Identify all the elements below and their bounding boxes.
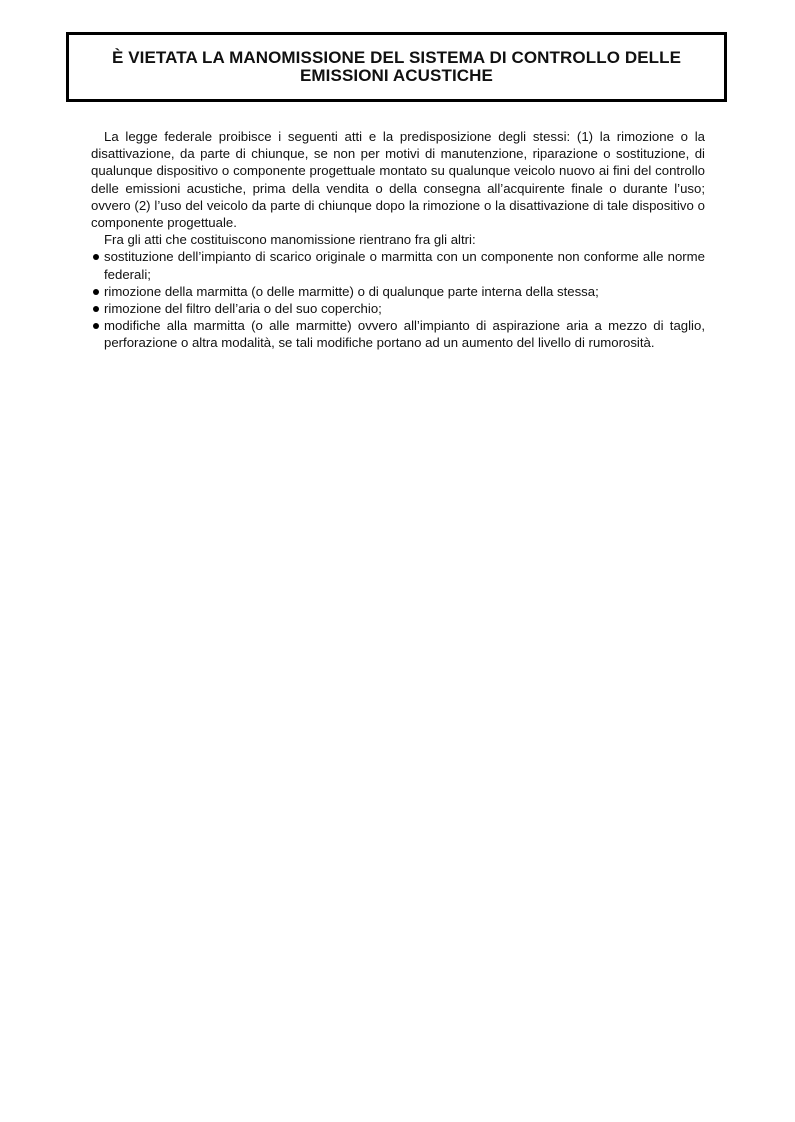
- list-item: [91, 317, 705, 351]
- page-title-line-1: È VIETATA LA MANOMISSIONE DEL SISTEMA DI CONTROLLO DELLE: [111, 48, 682, 67]
- page-title-line-2: EMISSIONI ACUSTICHE: [299, 66, 493, 85]
- list-item: [91, 283, 705, 300]
- list-item: [91, 300, 705, 317]
- title-box: [66, 32, 727, 102]
- tampering-list: [91, 248, 705, 351]
- list-item-text: rimozione della marmitta (o delle marmitte) o di qualunque parte interna della stessa;: [104, 283, 599, 299]
- list-item-text: modifiche alla marmitta (o alle marmitte) ovvero all’impianto di aspirazione aria a mezzo di taglio, perforazione o altra modalità, se tali modifiche portano ad un aumento del livello di rumorosità.: [104, 318, 705, 351]
- bullet-icon: [93, 289, 99, 295]
- list-item: [91, 248, 705, 282]
- list-intro-paragraph: Fra gli atti che costituiscono manomissione rientrano fra gli altri:: [104, 232, 476, 248]
- body-text: [91, 128, 705, 352]
- intro-paragraph: La legge federale proibisce i seguenti atti e la predisposizione degli stessi: (1) la rimozione o la disattivazione, da parte di chiunque, se non per motivi di manutenzione, riparazione o sostituzione, di qualunque dispositivo o componente progettuale montato su qualunque veicolo nuovo ai fini del controllo delle emissioni acustiche, prima della vendita o della consegna all’acquirente finale o durante l’uso; ovvero (2) l’uso del veicolo da parte di chiunque dopo la rimozione o la disattivazione di tale dispositivo o componente progettuale.: [91, 129, 705, 231]
- list-item-text: rimozione del filtro dell’aria o del suo coperchio;: [104, 301, 382, 317]
- bullet-icon: [93, 323, 99, 329]
- list-item-text: sostituzione dell’impianto di scarico originale o marmitta con un componente non conforme alle norme federali;: [104, 249, 705, 282]
- bullet-icon: [93, 306, 99, 312]
- bullet-icon: [93, 254, 99, 260]
